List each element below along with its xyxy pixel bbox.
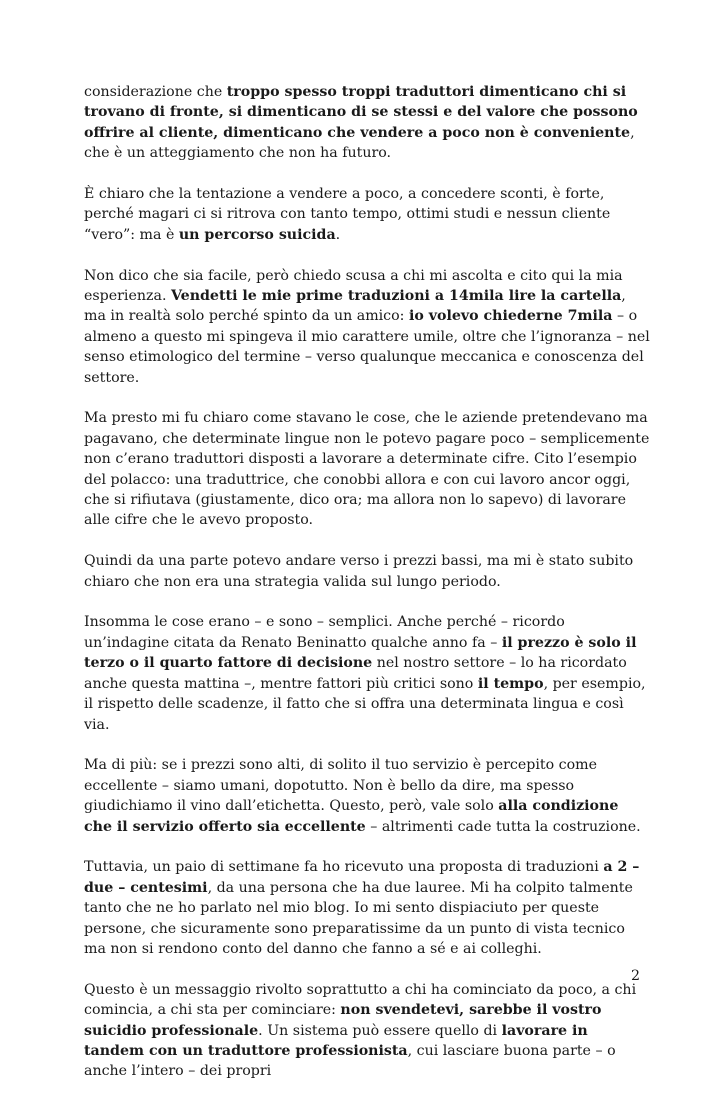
text-run: Quindi da una parte potevo andare verso i prezzi bassi, ma mi è stato subito chiaro che non era una strategia valida sul lungo periodo. <box>84 553 634 590</box>
text-run: , che è un atteggiamento che non ha futuro. <box>84 124 635 162</box>
paragraph-6 <box>84 612 650 734</box>
text-run: Tuttavia, un paio di settimane fa ho ricevuto una proposta di traduzioni <box>84 859 604 876</box>
text-run: , cui lasciare buona parte – o anche l’intero – dei propri <box>84 1042 616 1080</box>
bold-text-run: a 2 – due – centesimi <box>84 859 640 896</box>
bold-text-run: un percorso suicida <box>178 226 336 243</box>
text-run: nel nostro settore – lo ha ricordato anche questa mattina –, mentre fattori più critici sono <box>84 655 627 692</box>
text-run: Ma di più: se i prezzi sono alti, di solito il tuo servizio è percepito come eccellente – siamo umani, dopotutto. Non è bello da dire, ma spesso giudichiamo il vino dall’etichetta. Questo, però, vale solo <box>84 757 597 815</box>
body-text <box>84 82 650 1102</box>
text-run: , ma in realtà solo perché spinto da un amico: <box>84 288 626 325</box>
bold-text-run: non svendetevi, sarebbe il vostro suicidio professionale <box>84 1002 602 1039</box>
paragraph-2 <box>84 184 650 245</box>
bold-text-run: il tempo <box>477 675 544 692</box>
paragraph-3 <box>84 266 650 388</box>
paragraph-1 <box>84 82 650 164</box>
text-run: – o almeno a questo mi spingeva il mio carattere umile, oltre che l’ignoranza – nel senso etimologico del termine – verso qualunque meccanica e conoscenza del settore. <box>84 308 650 386</box>
paragraph-8 <box>84 857 650 959</box>
bold-text-run: alla condizione che il servizio offerto sia eccellente <box>84 798 619 835</box>
text-run: Non dico che sia facile, però chiedo scusa a chi mi ascolta e cito qui la mia esperienza. <box>84 267 623 305</box>
text-run: È chiaro che la tentazione a vendere a poco, a concedere sconti, è forte, perché magari ci si ritrova con tanto tempo, ottimi studi e nessun cliente “vero”: ma è <box>84 186 611 243</box>
page-number: 2 <box>630 968 640 984</box>
paragraph-9 <box>84 980 650 1082</box>
paragraph-4 <box>84 408 650 530</box>
text-run: considerazione che <box>84 84 227 100</box>
text-run: . <box>335 226 341 243</box>
text-run: , da una persona che ha due lauree. Mi ha colpito talmente tanto che ne ho parlato nel mio blog. Io mi sento dispiaciuto per queste persone, che sicuramente sono preparatissime da un punto di vista tecnico ma non si rendono conto del danno che fanno a sé e ai colleghi. <box>84 879 633 957</box>
paragraph-5 <box>84 551 650 592</box>
paragraph-7 <box>84 755 650 837</box>
text-run: . Un sistema può essere quello di <box>258 1022 502 1039</box>
text-run: Questo è un messaggio rivolto soprattutto a chi ha cominciato da poco, a chi comincia, a chi sta per cominciare: <box>84 981 637 1019</box>
bold-text-run: Vendetti le mie prime traduzioni a 14mila lire la cartella <box>170 288 622 305</box>
text-run: Insomma le cose erano – e sono – semplici. Anche perché – ricordo un’indagine citata da Renato Beninatto qualche anno fa – <box>84 614 565 651</box>
bold-text-run: io volevo chiederne 7mila <box>408 308 613 325</box>
text-run: , per esempio, il rispetto delle scadenze, il fatto che si offra una determinata lingua e così via. <box>84 675 646 733</box>
bold-text-run: lavorare in tandem con un traduttore professionista <box>84 1022 588 1059</box>
text-run: Ma presto mi fu chiaro come stavano le cose, che le aziende pretendevano ma pagavano, che determinate lingue non le potevo pagare poco – semplicemente non c’erano traduttori disposti a lavorare a determinate cifre. Cito l’esempio del polacco: una traduttrice, che conobbi allora e con cui lavoro ancor oggi, che si rifiutava (giustamente, dico ora; ma allora non lo sapevo) di lavorare alle cifre che le avevo proposto. <box>84 410 650 529</box>
bold-text-run: troppo spesso troppi traduttori dimenticano chi si trovano di fronte, si dimenticano di se stessi e del valore che possono offrire al cliente, dimenticano che vendere a poco non è conveniente <box>84 84 638 141</box>
text-run: – altrimenti cade tutta la costruzione. <box>365 818 641 835</box>
bold-text-run: il prezzo è solo il terzo o il quarto fattore di decisione <box>84 634 637 672</box>
